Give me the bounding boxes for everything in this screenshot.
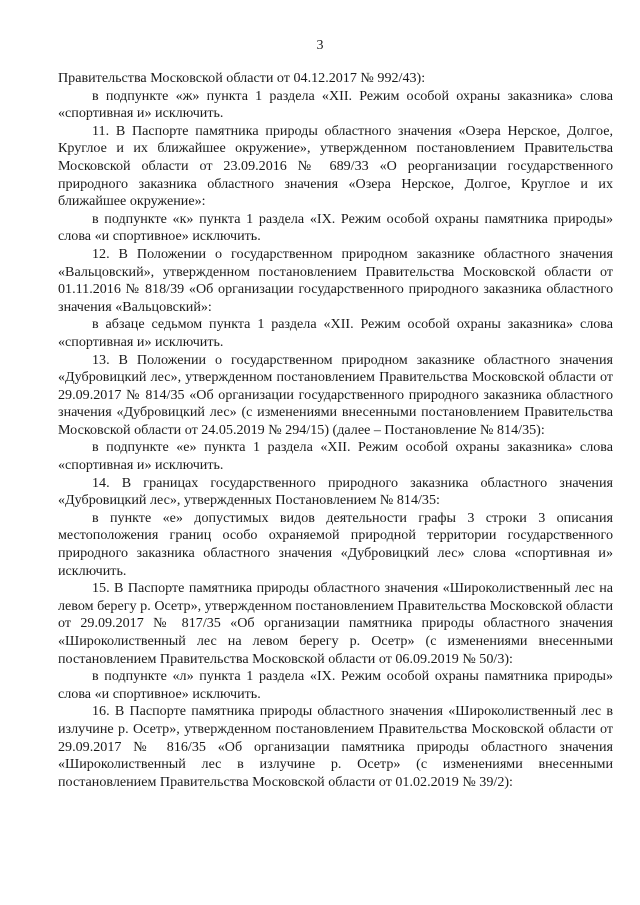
paragraph: в подпункте «ж» пункта 1 раздела «XII. Режим особой охраны заказника» слова «спортивная и» исключить. xyxy=(58,87,613,122)
paragraph: в пункте «е» допустимых видов деятельности графы 3 строки 3 описания местоположения границ особо охраняемой природной территории государственного природного заказника областного значения «Дубровицкий лес» слова «спортивная и» исключить. xyxy=(58,509,613,579)
paragraph-item-15: 15. В Паспорте памятника природы областного значения «Широколиственный лес на левом берегу р. Осетр», утвержденном постановлением Правительства Московской области от 29.09.2017 № 817/35 «Об организации памятника природы областного значения «Широколиственный лес на левом берегу р. Осетр» (с изменениями внесенными постановлением Правительства Московской области от 06.09.2019 № 50/3): xyxy=(58,580,613,667)
paragraph: в подпункте «к» пункта 1 раздела «IX. Режим особой охраны памятника природы» слова «и спортивное» исключить. xyxy=(58,210,613,245)
paragraph-item-13: 13. В Положении о государственном природном заказнике областного значения «Дубровицкий лес», утвержденном постановлением Правительства Московской области от 29.09.2017 № 814/35 «Об организации государственного природного заказника областного значения «Дубровицкий лес» (с изменениями внесенными постановлением Правительства Московской области от 24.05.2019 № 294/15) (далее – Постановление № 814/35): xyxy=(58,351,613,438)
paragraph-item-11: 11. В Паспорте памятника природы областного значения «Озера Нерское, Долгое, Круглое и их ближайшее окружение», утвержденном постановлением Правительства Московской области от 23.09.2016 № 689/33 «О реорганизации государственного природного заказника областного значения «Озера Нерское, Долгое, Круглое и их ближайшее окружение»: xyxy=(58,122,613,210)
document-body xyxy=(58,70,613,791)
paragraph: в подпункте «е» пункта 1 раздела «XII. Режим особой охраны заказника» слова «спортивная и» исключить. xyxy=(58,439,613,474)
paragraph: Правительства Московской области от 04.12.2017 № 992/43): xyxy=(58,70,426,86)
paragraph-item-12: 12. В Положении о государственном природном заказнике областного значения «Вальцовский», утвержденном постановлением Правительства Московской области от 01.11.2016 № 818/39 «Об организации государственного природного заказника областного значения «Вальцовский»: xyxy=(58,245,613,315)
page-number: 3 xyxy=(316,38,324,53)
paragraph-item-16: 16. В Паспорте памятника природы областного значения «Широколиственный лес в излучине р. Осетр», утвержденном постановлением Правительства Московской области от 29.09.2017 № 816/35 «Об организации памятника природы областного значения «Широколиственный лес в излучине р. Осетр» (с изменениями внесенными постановлением Правительства Московской области от 01.02.2019 № 39/2): xyxy=(58,703,613,790)
paragraph-item-14: 14. В границах государственного природного заказника областного значения «Дубровицкий лес», утвержденных Постановлением № 814/35: xyxy=(58,474,613,509)
paragraph: в подпункте «л» пункта 1 раздела «IX. Режим особой охраны памятника природы» слова «и спортивное» исключить. xyxy=(58,668,613,702)
paragraph: в абзаце седьмом пункта 1 раздела «XII. Режим особой охраны заказника» слова «спортивная и» исключить. xyxy=(58,316,613,350)
